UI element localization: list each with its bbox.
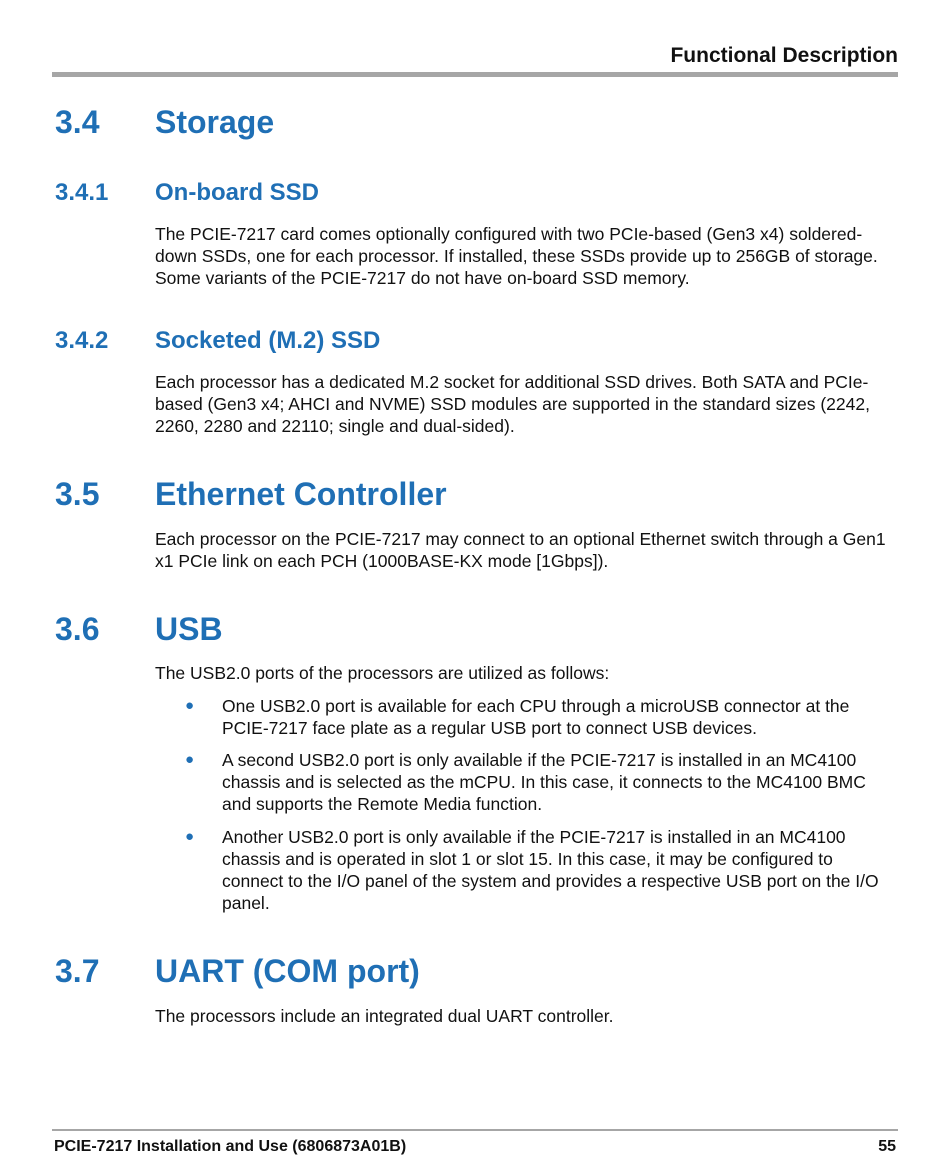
bullet-text: A second USB2.0 port is only available if the PCIE-7217 is installed in an MC4100 chassis and is selected as the mCPU. In this case, it connects to the MC4100 BMC and supports the Remote Media function. (222, 750, 866, 814)
section-title: Storage (155, 104, 275, 140)
section-title: UART (COM port) (155, 953, 420, 989)
section-number: 3.7 (55, 953, 100, 989)
bullet-icon: ● (185, 697, 195, 714)
header-divider (52, 72, 898, 77)
bullet-icon: ● (185, 751, 195, 768)
ethernet-paragraph: Each processor on the PCIE-7217 may connect to an optional Ethernet switch through a Gen1 x1 PCIe link on each PCH (1000BASE-KX mode [1Gbps]). (155, 529, 886, 571)
section-number: 3.5 (55, 476, 100, 512)
subsection-number: 3.4.1 (55, 179, 109, 206)
section-number: 3.6 (55, 611, 100, 647)
bullet-icon: ● (185, 828, 195, 845)
subsection-title: Socketed (M.2) SSD (155, 327, 381, 354)
footer-page-number: 55 (878, 1138, 896, 1155)
subsection-title: On-board SSD (155, 179, 320, 206)
uart-paragraph: The processors include an integrated dual UART controller. (155, 1006, 614, 1026)
section-title: Ethernet Controller (155, 476, 447, 512)
section-number: 3.4 (55, 104, 100, 140)
onboard-ssd-paragraph: The PCIE-7217 card comes optionally configured with two PCIe-based (Gen3 x4) soldered-down SSDs, one for each processor. If installed, these SSDs provide up to 256GB of storage. Some variants of the PCIE-7217 do not have on-board SSD memory. (155, 224, 878, 288)
bullet-text: One USB2.0 port is available for each CPU through a microUSB connector at the PCIE-7217 face plate as a regular USB port to connect USB devices. (222, 696, 850, 738)
usb-intro-paragraph: The USB2.0 ports of the processors are utilized as follows: (155, 663, 610, 683)
page-header-title: Functional Description (670, 44, 898, 67)
footer-document-title: PCIE-7217 Installation and Use (6806873A01B) (54, 1138, 407, 1155)
footer-divider (52, 1129, 898, 1131)
socketed-ssd-paragraph: Each processor has a dedicated M.2 socket for additional SSD drives. Both SATA and PCIe-based (Gen3 x4; AHCI and NVME) SSD modules are supported in the standard sizes (2242, 2260, 2280 and 22110; single and dual-sided). (155, 372, 870, 436)
section-title: USB (155, 611, 223, 647)
subsection-number: 3.4.2 (55, 327, 109, 354)
bullet-text: Another USB2.0 port is only available if the PCIE-7217 is installed in an MC4100 chassis and is operated in slot 1 or slot 15. In this case, it may be configured to connect to the I/O panel of the system and provides a respective USB port on the I/O panel. (222, 827, 879, 913)
